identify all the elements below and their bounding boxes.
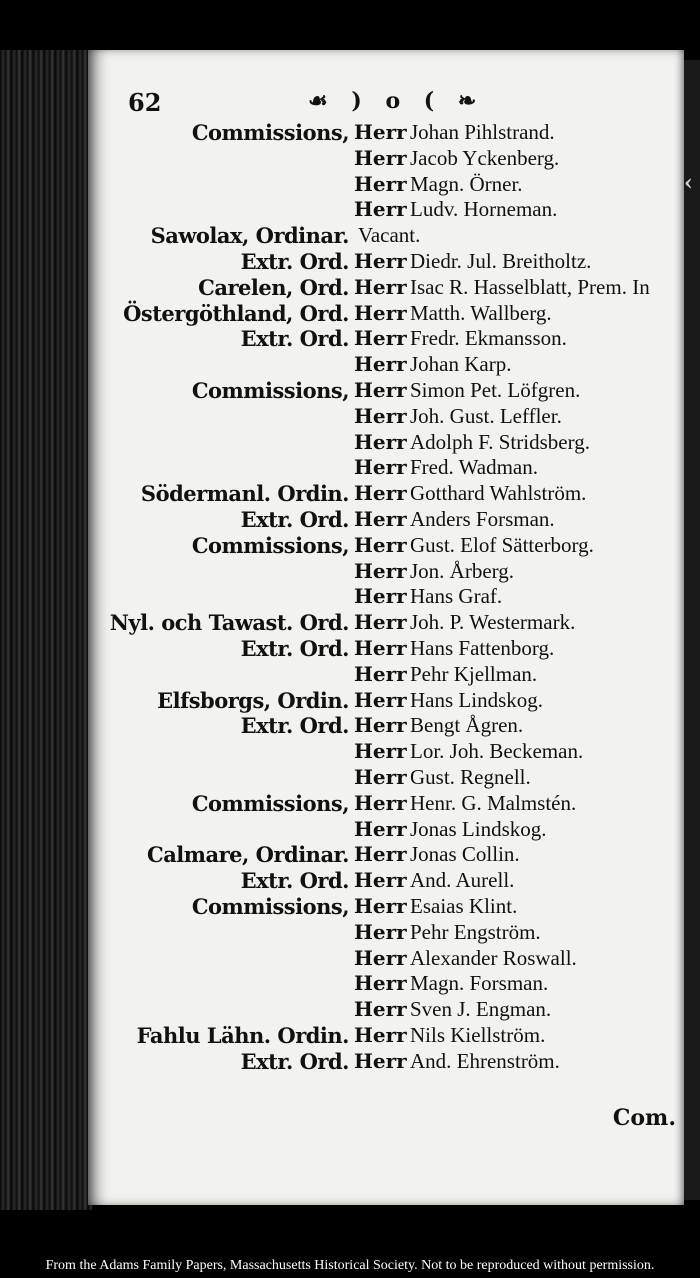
list-row xyxy=(88,275,684,303)
person-name: Simon Pet. Löfgren. xyxy=(410,378,581,402)
person-name: Jonas Collin. xyxy=(410,842,520,867)
office-label: Commissions, xyxy=(191,120,349,145)
list-row xyxy=(88,455,684,483)
list-row xyxy=(88,971,684,999)
person-name: Vacant. xyxy=(358,223,421,248)
page-number: 62 xyxy=(128,88,162,117)
list-row xyxy=(88,507,684,535)
person-name: Anders Forsman. xyxy=(410,507,555,531)
office-label: Extr. Ord. xyxy=(240,326,349,352)
office-label: Nyl. och Tawast. Ord. xyxy=(109,610,349,636)
honorific: Herr xyxy=(354,558,407,583)
person-name: Jonas Lindskog. xyxy=(410,816,547,841)
list-row xyxy=(88,301,684,329)
list-row xyxy=(88,1023,684,1051)
office-label: Extr. Ord. xyxy=(240,868,349,894)
list-row xyxy=(88,197,684,225)
list-row xyxy=(88,868,684,896)
honorific: Herr xyxy=(354,945,407,970)
honorific: Herr xyxy=(354,171,407,196)
list-row xyxy=(88,120,684,148)
next-page-edge xyxy=(684,60,700,1200)
office-label: Elfsborgs, Ordin. xyxy=(157,687,349,713)
person-name: Gust. Regnell. xyxy=(410,765,531,789)
list-row xyxy=(88,481,684,509)
honorific: Herr xyxy=(354,532,407,557)
honorific: Herr xyxy=(354,894,407,918)
honorific: Herr xyxy=(354,300,407,325)
honorific: Herr xyxy=(354,919,407,944)
office-label: Commissions, xyxy=(191,532,349,558)
office-label: Fahlu Lähn. Ordin. xyxy=(136,1023,349,1048)
office-label: Sawolax, Ordinar. xyxy=(150,223,349,249)
person-name: Nils Kiellström. xyxy=(410,1023,546,1047)
person-name: Lor. Joh. Beckeman. xyxy=(410,739,584,764)
honorific: Herr xyxy=(354,403,407,428)
book-page xyxy=(88,50,684,1205)
office-label: Extr. Ord. xyxy=(240,507,349,532)
list-row xyxy=(88,791,684,819)
list-row xyxy=(88,378,684,406)
person-name: Johan Karp. xyxy=(410,352,512,377)
honorific: Herr xyxy=(354,790,407,815)
person-name: Ludv. Horneman. xyxy=(410,197,558,222)
person-name: Isac R. Hasselblatt, Prem. In xyxy=(410,274,650,299)
archive-caption: From the Adams Family Papers, Massachusetts Historical Society. Not to be reproduced without permission. xyxy=(45,1258,655,1273)
person-name: Jacob Yckenberg. xyxy=(410,145,560,170)
person-name: Joh. Gust. Leffler. xyxy=(410,403,562,428)
honorific: Herr xyxy=(354,455,407,480)
list-row xyxy=(88,223,684,251)
office-label: Extr. Ord. xyxy=(240,1048,349,1074)
list-row xyxy=(88,662,684,690)
person-name: And. Aurell. xyxy=(410,868,515,893)
honorific: Herr xyxy=(354,1023,407,1047)
person-name: Matth. Wallberg. xyxy=(410,300,552,325)
list-row xyxy=(88,894,684,922)
list-row xyxy=(88,146,684,174)
person-name: Hans Fattenborg. xyxy=(410,636,555,660)
person-name: Diedr. Jul. Breitholtz. xyxy=(410,249,592,273)
list-row xyxy=(88,404,684,432)
person-name: Pehr Engström. xyxy=(410,919,541,944)
list-row xyxy=(88,352,684,380)
office-label: Extr. Ord. xyxy=(240,636,349,661)
list-row xyxy=(88,739,684,767)
honorific: Herr xyxy=(354,584,407,609)
person-name: Bengt Ågren. xyxy=(410,713,524,738)
honorific: Herr xyxy=(354,868,407,893)
list-row xyxy=(88,817,684,845)
office-label: Östergöthland, Ord. xyxy=(123,300,349,326)
list-row xyxy=(88,636,684,664)
person-name: Gust. Elof Sätterborg. xyxy=(410,532,594,557)
honorific: Herr xyxy=(354,842,407,867)
person-name: Fred. Wadman. xyxy=(410,455,538,480)
honorific: Herr xyxy=(354,971,407,996)
list-row xyxy=(88,713,684,741)
honorific: Herr xyxy=(354,713,407,738)
honorific: Herr xyxy=(354,274,407,299)
list-row xyxy=(88,559,684,587)
honorific: Herr xyxy=(354,145,407,170)
honorific: Herr xyxy=(354,661,407,686)
honorific: Herr xyxy=(354,997,407,1022)
honorific: Herr xyxy=(354,636,407,660)
person-name: Fredr. Ekmansson. xyxy=(410,326,567,351)
list-row xyxy=(88,249,684,277)
office-label: Extr. Ord. xyxy=(240,713,349,739)
honorific: Herr xyxy=(354,326,407,351)
page-header xyxy=(128,88,644,118)
person-name: And. Ehrenström. xyxy=(410,1048,560,1073)
honorific: Herr xyxy=(354,249,407,273)
list-row xyxy=(88,688,684,716)
person-name: Magn. Örner. xyxy=(410,171,523,196)
honorific: Herr xyxy=(354,429,407,454)
person-name: Henr. G. Malmstén. xyxy=(410,790,577,815)
person-name: Gotthard Wahlström. xyxy=(410,481,587,506)
person-name: Johan Pihlstrand. xyxy=(410,120,555,144)
list-row xyxy=(88,946,684,974)
person-name: Adolph F. Stridsberg. xyxy=(410,429,590,454)
list-row xyxy=(88,842,684,870)
office-label: Carelen, Ord. xyxy=(198,274,349,300)
office-label: Commissions, xyxy=(191,790,349,816)
honorific: Herr xyxy=(354,197,407,222)
honorific: Herr xyxy=(354,765,407,789)
honorific: Herr xyxy=(354,816,407,841)
honorific: Herr xyxy=(354,610,407,635)
book-spine xyxy=(0,50,92,1210)
person-name: Joh. P. Westermark. xyxy=(410,610,576,635)
person-name: Sven J. Engman. xyxy=(410,997,552,1022)
honorific: Herr xyxy=(354,120,407,144)
header-ornament: ☙ ) o ( ❧ xyxy=(308,88,485,114)
list-row xyxy=(88,1049,684,1077)
list-row xyxy=(88,172,684,200)
office-label: Commissions, xyxy=(191,378,349,403)
honorific: Herr xyxy=(354,378,407,402)
office-label: Södermanl. Ordin. xyxy=(140,481,349,507)
honorific: Herr xyxy=(354,481,407,506)
list-row xyxy=(88,584,684,612)
bleed-through-mark: ‹ xyxy=(684,170,693,196)
list-row xyxy=(88,326,684,354)
person-name: Jon. Årberg. xyxy=(410,558,515,583)
person-name: Magn. Forsman. xyxy=(410,971,549,996)
list-row xyxy=(88,610,684,638)
list-row xyxy=(88,533,684,561)
office-label: Calmare, Ordinar. xyxy=(146,842,349,868)
person-name: Hans Lindskog. xyxy=(410,687,543,712)
catchword: Com. xyxy=(612,1105,676,1131)
person-name: Hans Graf. xyxy=(410,584,503,609)
honorific: Herr xyxy=(354,687,407,712)
office-label: Commissions, xyxy=(191,894,349,919)
person-name: Esaias Klint. xyxy=(410,894,518,918)
office-label: Extr. Ord. xyxy=(240,249,349,274)
list-row xyxy=(88,430,684,458)
list-row xyxy=(88,765,684,793)
honorific: Herr xyxy=(354,739,407,764)
person-name: Alexander Roswall. xyxy=(410,945,577,970)
honorific: Herr xyxy=(354,352,407,377)
honorific: Herr xyxy=(354,1048,407,1073)
list-row xyxy=(88,920,684,948)
honorific: Herr xyxy=(354,507,407,531)
person-name: Pehr Kjellman. xyxy=(410,661,538,686)
list-row xyxy=(88,997,684,1025)
